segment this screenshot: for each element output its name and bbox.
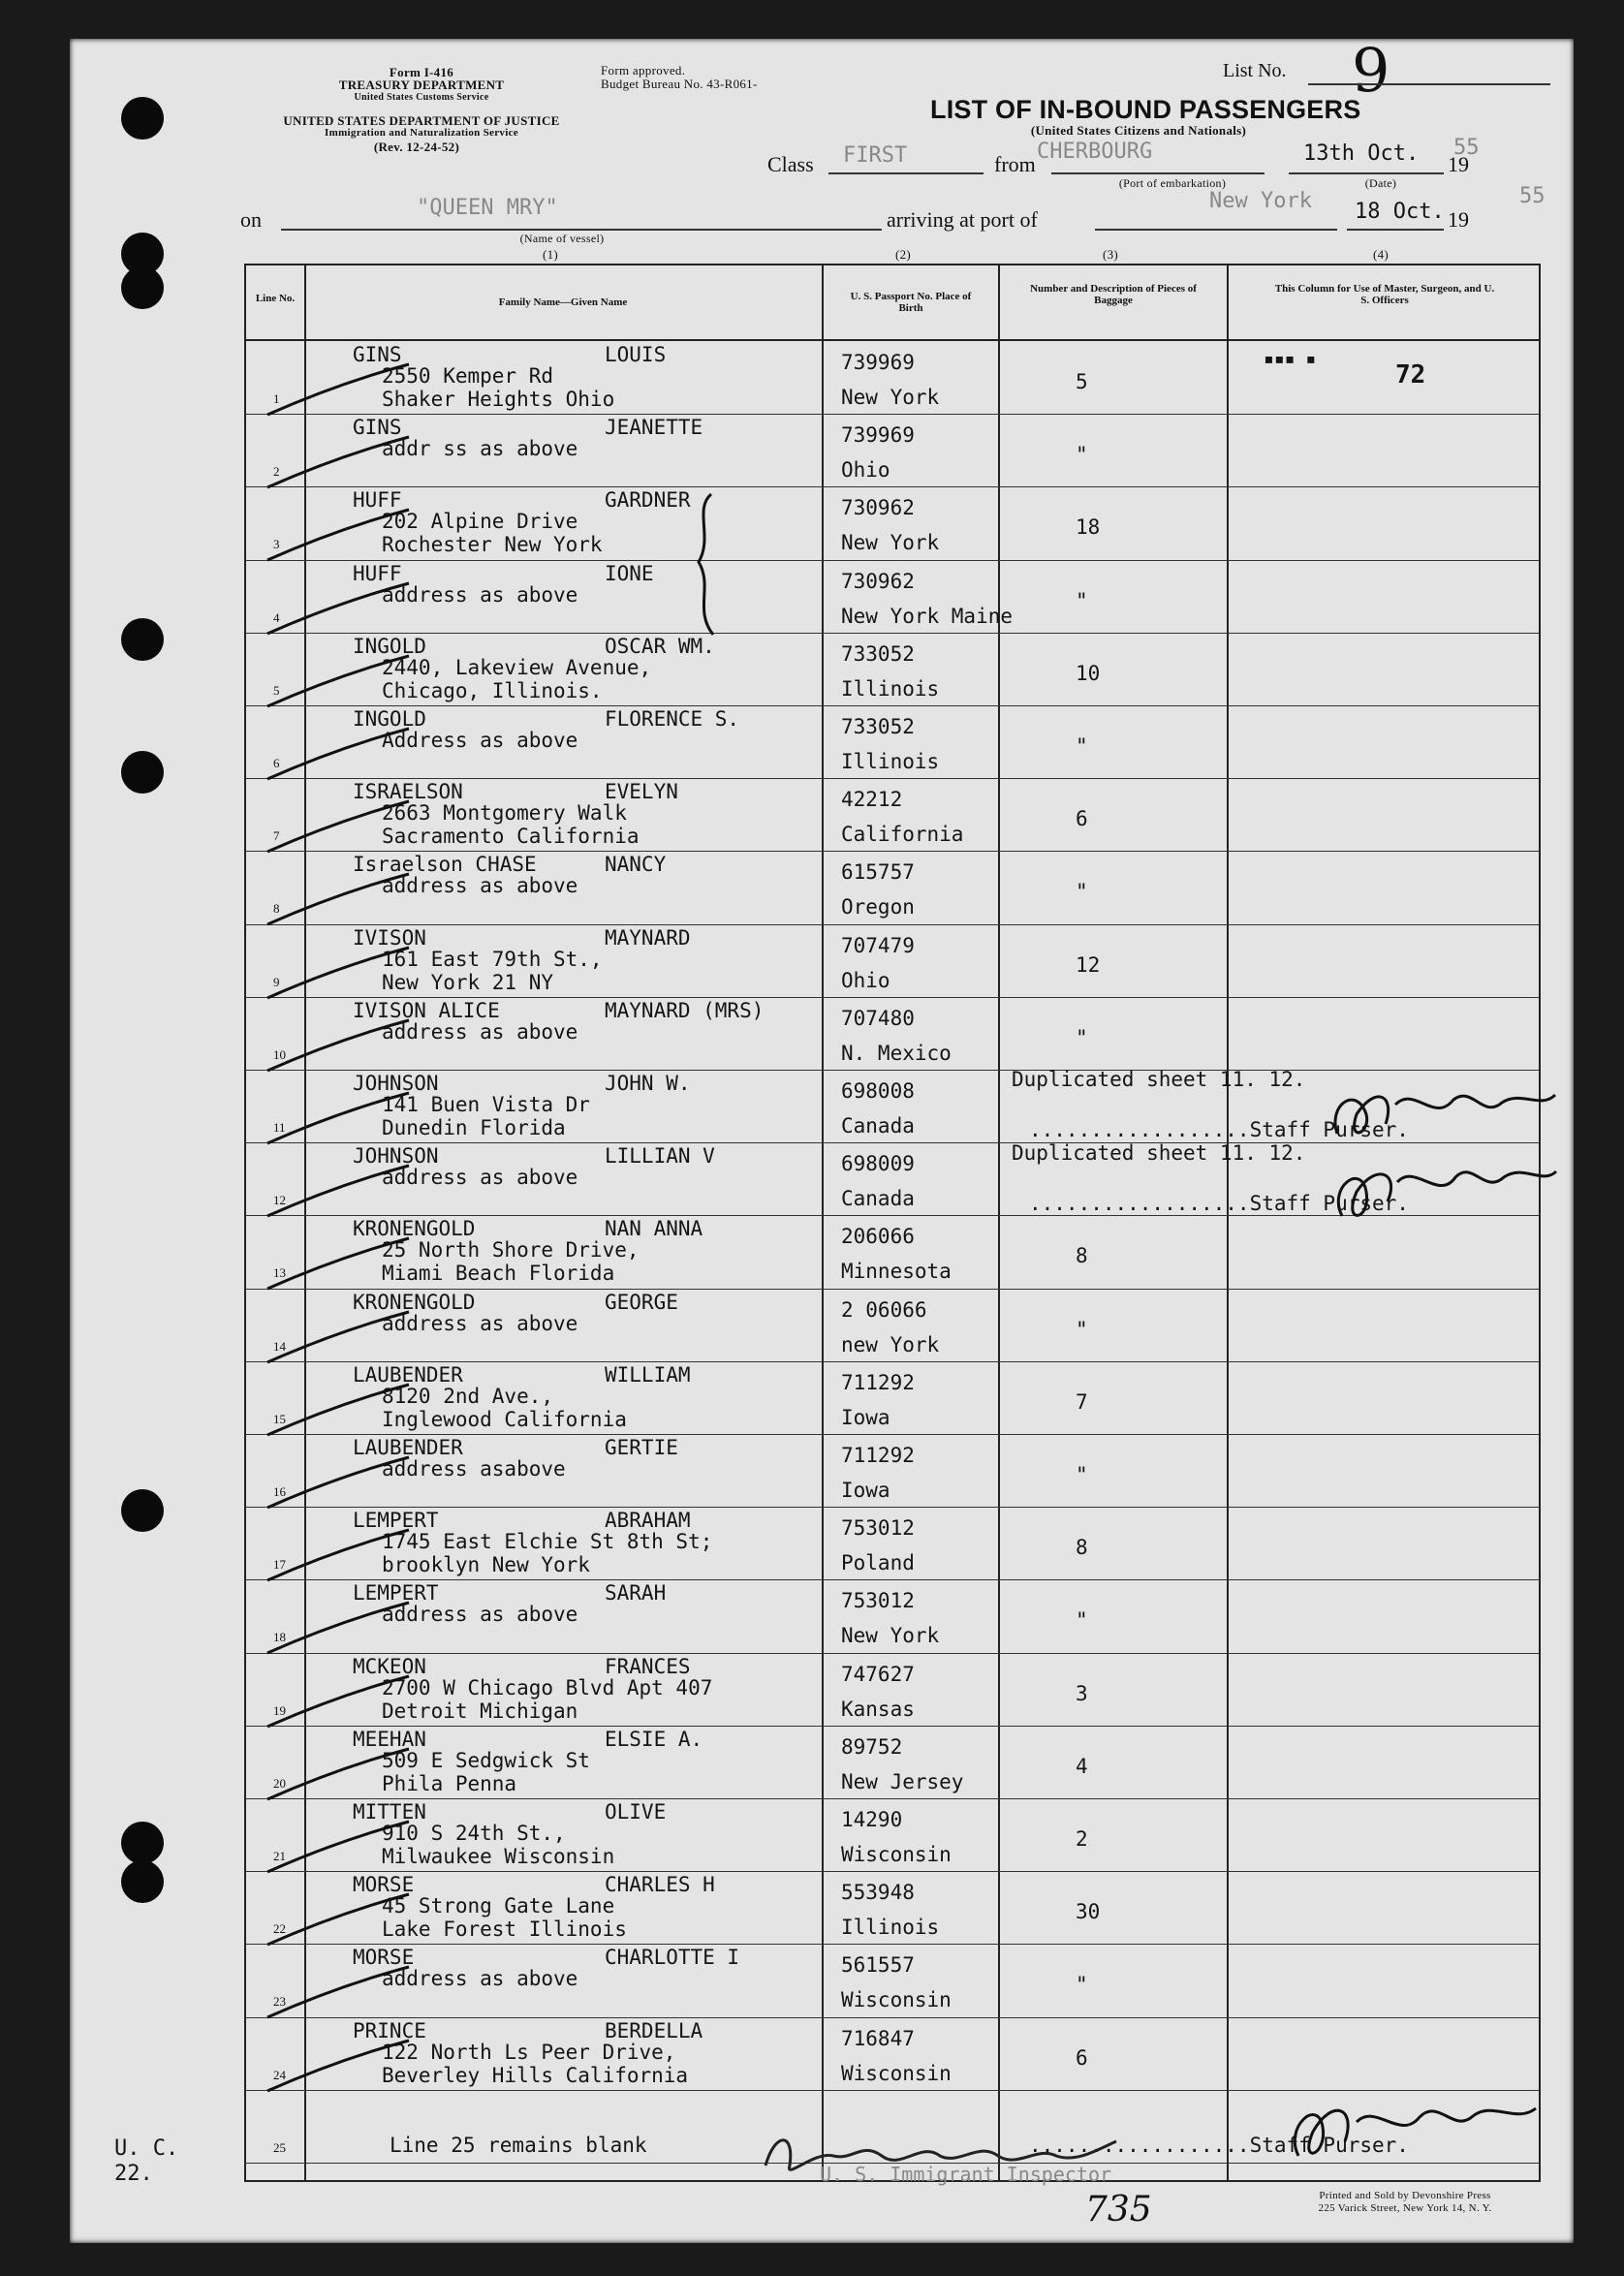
table-row xyxy=(246,1653,1539,1726)
place-of-birth: N. Mexico xyxy=(841,1041,952,1065)
address-line-2: Rochester New York xyxy=(382,533,603,557)
customs-service: United States Customs Service xyxy=(354,92,489,103)
line25-blank-note: Line 25 remains blank xyxy=(390,2134,647,2157)
address-line-1: address as above xyxy=(382,1967,578,1991)
check-mark xyxy=(264,652,419,710)
address-line-2: brooklyn New York xyxy=(382,1553,590,1577)
passport-number: 730962 xyxy=(841,496,915,520)
list-number: 9 xyxy=(1352,35,1390,106)
date1-value: 13th Oct. xyxy=(1303,141,1420,166)
check-mark xyxy=(264,1162,419,1220)
check-mark xyxy=(264,506,419,564)
place-of-birth: Iowa xyxy=(841,1479,890,1502)
table-row xyxy=(246,997,1539,1070)
given-name: IONE xyxy=(605,561,654,585)
given-name: NANCY xyxy=(605,853,667,877)
date2-line xyxy=(1347,229,1444,231)
baggage-count: 18 xyxy=(1076,515,1101,540)
baggage-count: 10 xyxy=(1076,661,1101,685)
line-number: 17 xyxy=(273,1557,286,1573)
given-name: OLIVE xyxy=(605,1800,667,1824)
col4-num: (4) xyxy=(1372,247,1390,262)
place-of-birth: New York xyxy=(841,1624,940,1648)
family-name: MCKEON xyxy=(353,1654,426,1678)
year1-prefix: 19 xyxy=(1448,152,1469,176)
class-value: FIRST xyxy=(843,143,908,168)
given-name: SARAH xyxy=(605,1581,667,1606)
vessel-line xyxy=(281,229,882,231)
list-number-line xyxy=(1308,83,1550,85)
check-mark xyxy=(264,1016,419,1075)
address-line-1: address as above xyxy=(382,874,578,898)
family-name: IVISON xyxy=(353,925,426,950)
check-mark xyxy=(264,1599,419,1657)
family-name: LEMPERT xyxy=(353,1509,439,1533)
line-number: 24 xyxy=(273,2067,286,2082)
header-officers: This Column for Use of Master, Surgeon, and U. S. Officers xyxy=(1274,283,1495,306)
address-line-1: address as above xyxy=(382,1311,578,1335)
given-name: CHARLES H xyxy=(605,1873,715,1897)
address-line-1: 910 S 24th St., xyxy=(382,1822,566,1845)
family-name: KRONENGOLD xyxy=(353,1290,476,1314)
table-row xyxy=(246,1871,1539,1944)
check-mark xyxy=(264,1308,419,1366)
place-of-birth: Iowa xyxy=(841,1405,890,1429)
baggage-count: " xyxy=(1076,1317,1088,1341)
line-number: 10 xyxy=(273,1046,286,1062)
address-line-2: Phila Penna xyxy=(382,1771,517,1795)
given-name: MAYNARD (MRS) xyxy=(605,998,765,1022)
family-name: GINS xyxy=(353,343,402,366)
line-number: 11 xyxy=(273,1120,286,1135)
passport-number: 716847 xyxy=(841,2026,915,2050)
table-row xyxy=(246,1579,1539,1652)
on-label: on xyxy=(240,207,262,232)
check-mark xyxy=(264,433,419,491)
printer-line-1: Printed and Sold by Devonshire Press xyxy=(1319,2190,1491,2201)
port-embarkation-label: (Port of embarkation) xyxy=(1118,176,1227,190)
inspector-label: U. S. Immigrant Inspector xyxy=(820,2163,1112,2186)
place-of-birth: Illinois xyxy=(841,750,940,773)
address-line-1: 25 North Shore Drive, xyxy=(382,1238,640,1263)
family-name: IVISON ALICE xyxy=(353,998,500,1022)
address-line-1: addr ss as above xyxy=(382,437,578,461)
check-mark xyxy=(264,870,419,928)
line-number: 7 xyxy=(273,828,280,844)
table-row xyxy=(246,560,1539,633)
table-row xyxy=(246,1434,1539,1507)
place-of-birth: Poland xyxy=(841,1551,915,1575)
arrival-line xyxy=(1095,229,1337,231)
form-approved: Form approved. xyxy=(601,63,686,78)
given-name: MAYNARD xyxy=(605,925,691,950)
place-of-birth: California xyxy=(841,823,964,847)
passport-number: 698008 xyxy=(841,1079,915,1103)
baggage-count: 8 xyxy=(1076,1244,1088,1268)
staff-purser-12: ..................Staff Purser. xyxy=(1029,1192,1409,1215)
check-mark xyxy=(264,1089,419,1147)
year2-prefix: 19 xyxy=(1448,207,1469,232)
address-line-2: Shaker Heights Ohio xyxy=(382,388,615,411)
family-name: JOHNSON xyxy=(353,1072,439,1095)
place-of-birth: New York xyxy=(841,531,940,555)
baggage-count: 12 xyxy=(1076,952,1101,977)
family-name: INGOLD xyxy=(353,707,426,731)
table-row xyxy=(246,414,1539,486)
place-of-birth: Minnesota xyxy=(841,1260,952,1284)
address-line-1: 161 East 79th St., xyxy=(382,947,603,971)
family-name: LAUBENDER xyxy=(353,1436,463,1459)
place-of-birth: New Jersey xyxy=(841,1769,964,1793)
given-name: EVELYN xyxy=(605,780,678,804)
officer-note: 72 xyxy=(1395,360,1426,390)
address-line-1: 2663 Montgomery Walk xyxy=(382,801,627,826)
year2-value: 55 xyxy=(1519,184,1546,208)
given-name: JOHN W. xyxy=(605,1072,691,1095)
check-mark xyxy=(264,360,419,419)
vessel-name: "QUEEN MRY" xyxy=(417,196,558,220)
line-number: 4 xyxy=(273,609,280,625)
line-number: 15 xyxy=(273,1411,286,1426)
place-of-birth: Canada xyxy=(841,1114,915,1138)
baggage-count: " xyxy=(1076,1463,1088,1486)
check-mark xyxy=(264,1381,419,1439)
given-name: FRANCES xyxy=(605,1654,691,1678)
passport-number: 711292 xyxy=(841,1444,915,1467)
family-name: JOHNSON xyxy=(353,1144,439,1169)
baggage-count: " xyxy=(1076,1973,1088,1997)
family-name: ISRAELSON xyxy=(353,780,463,804)
address-line-2: Beverley Hills California xyxy=(382,2063,689,2087)
table-row xyxy=(246,924,1539,997)
date1-line xyxy=(1289,172,1444,174)
check-mark xyxy=(264,2037,419,2095)
passport-number: 747627 xyxy=(841,1662,915,1686)
given-name: GERTIE xyxy=(605,1436,678,1459)
line-number: 23 xyxy=(273,1994,286,2010)
given-name: BERDELLA xyxy=(605,2018,703,2042)
passport-number: 42212 xyxy=(841,788,903,812)
place-of-birth: Wisconsin xyxy=(841,2061,952,2085)
place-of-birth: Ohio xyxy=(841,458,890,483)
address-line-2: Detroit Michigan xyxy=(382,1699,578,1723)
header-passport: U. S. Passport No. Place of Birth xyxy=(850,291,972,314)
address-line-1: address asabove xyxy=(382,1457,566,1481)
form-number: Form I-416 xyxy=(389,65,454,79)
punch-hole xyxy=(121,1489,164,1532)
header-name: Family Name—Given Name xyxy=(498,296,628,308)
place-of-birth: Illinois xyxy=(841,676,940,701)
passport-number: 733052 xyxy=(841,715,915,738)
passport-number: 739969 xyxy=(841,351,915,374)
baggage-count: 5 xyxy=(1076,370,1088,393)
passport-number: 753012 xyxy=(841,1589,915,1613)
line-number: 20 xyxy=(273,1775,286,1791)
address-line-1: address as above xyxy=(382,1166,578,1190)
address-line-1: 2550 Kemper Rd xyxy=(382,364,554,388)
header-line-no: Line No. xyxy=(255,293,296,304)
form-subtitle: (United States Citizens and Nationals) xyxy=(1030,123,1247,138)
budget-bureau: Budget Bureau No. 43-R061- xyxy=(601,77,758,91)
baggage-count: 30 xyxy=(1076,1900,1101,1924)
baggage-count: " xyxy=(1076,443,1088,467)
baggage-count: 8 xyxy=(1076,1536,1088,1560)
table-row xyxy=(246,1798,1539,1871)
given-name: ABRAHAM xyxy=(605,1509,691,1533)
address-line-1: 1745 East Elchie St 8th St; xyxy=(382,1530,713,1554)
table-row xyxy=(246,1944,1539,2016)
passport-number: 561557 xyxy=(841,1953,915,1978)
baggage-count: " xyxy=(1076,734,1088,758)
table-row xyxy=(246,486,1539,559)
family-name: MITTEN xyxy=(353,1800,426,1824)
purser-signature-bottom xyxy=(1269,2083,1541,2170)
vessel-name-label: (Name of vessel) xyxy=(519,232,605,245)
check-mark xyxy=(264,1745,419,1803)
address-line-1: address as above xyxy=(382,582,578,607)
address-line-1: 141 Buen Vista Dr xyxy=(382,1093,590,1116)
check-mark xyxy=(264,579,419,638)
bottom-staff-purser: ..................Staff Purser. xyxy=(1029,2134,1409,2157)
address-line-1: 8120 2nd Ave., xyxy=(382,1384,554,1408)
passport-number: 711292 xyxy=(841,1370,915,1394)
dup-note-12: Duplicated sheet 11. 12. xyxy=(1012,1141,1306,1165)
baggage-count: 6 xyxy=(1076,807,1088,831)
huff-bracket-mark xyxy=(684,489,723,639)
punch-hole xyxy=(121,1822,164,1864)
table-row xyxy=(246,1361,1539,1434)
line-number: 9 xyxy=(273,974,280,989)
punch-hole xyxy=(121,618,164,661)
line-number: 3 xyxy=(273,537,280,552)
check-mark xyxy=(264,725,419,783)
family-name: INGOLD xyxy=(353,634,426,658)
given-name: NAN ANNA xyxy=(605,1217,703,1241)
address-line-1: 202 Alpine Drive xyxy=(382,510,578,534)
punch-hole xyxy=(121,751,164,794)
passport-number: 707480 xyxy=(841,1006,915,1030)
table-row xyxy=(246,2017,1539,2090)
place-of-birth: New York Maine xyxy=(841,604,1014,628)
given-name: LILLIAN V xyxy=(605,1144,715,1169)
passport-number: 730962 xyxy=(841,569,915,593)
purser-signature-12 xyxy=(1318,1148,1560,1235)
address-line-2: Sacramento California xyxy=(382,825,640,849)
baggage-count: " xyxy=(1076,588,1088,612)
check-mark xyxy=(264,1526,419,1584)
given-name: LOUIS xyxy=(605,343,667,366)
given-name: CHARLOTTE I xyxy=(605,1946,740,1970)
passport-number: 739969 xyxy=(841,423,915,448)
given-name: GARDNER xyxy=(605,488,691,513)
given-name: WILLIAM xyxy=(605,1362,691,1387)
line-number: 14 xyxy=(273,1338,286,1354)
table-row xyxy=(246,1726,1539,1798)
baggage-count: " xyxy=(1076,880,1088,904)
class-line xyxy=(828,172,984,174)
passport-number: 615757 xyxy=(841,860,915,885)
table-row xyxy=(246,778,1539,851)
address-line-1: 45 Strong Gate Lane xyxy=(382,1894,615,1918)
bottom-staff-purser-label: Staff Purser. xyxy=(1249,2134,1409,2157)
passport-number: 707479 xyxy=(841,933,915,957)
line-number: 13 xyxy=(273,1265,286,1281)
table-row xyxy=(246,851,1539,923)
arrival-port: New York xyxy=(1209,189,1312,213)
date-label: (Date) xyxy=(1364,176,1397,190)
address-line-1: 2700 W Chicago Blvd Apt 407 xyxy=(382,1675,713,1699)
col2-num: (2) xyxy=(894,247,912,262)
line-number: 6 xyxy=(273,756,280,770)
ins-service: Immigration and Naturalization Service xyxy=(325,127,518,139)
passport-number: 698009 xyxy=(841,1152,915,1176)
justice-dept: UNITED STATES DEPARTMENT OF JUSTICE xyxy=(283,113,560,128)
place-of-birth: Canada xyxy=(841,1187,915,1211)
line-number: 19 xyxy=(273,1702,286,1718)
punch-hole xyxy=(121,97,164,140)
baggage-count: 6 xyxy=(1076,2045,1088,2070)
place-of-birth: New York xyxy=(841,386,940,409)
year1-value: 55 xyxy=(1453,136,1480,160)
family-name: MEEHAN xyxy=(353,1727,426,1751)
from-line xyxy=(1051,172,1265,174)
baggage-count: " xyxy=(1076,1608,1088,1633)
address-line-1: 122 North Ls Peer Drive, xyxy=(382,2040,676,2064)
class-label: Class xyxy=(767,152,814,176)
form-title: LIST OF IN-BOUND PASSENGERS xyxy=(930,95,1361,124)
line-number: 21 xyxy=(273,1849,286,1863)
line-number: 12 xyxy=(273,1193,286,1208)
passport-number: 733052 xyxy=(841,641,915,666)
family-name: MORSE xyxy=(353,1946,415,1970)
address-line-2: Milwaukee Wisconsin xyxy=(382,1845,615,1868)
place-of-birth: Ohio xyxy=(841,968,890,992)
place-of-birth: Oregon xyxy=(841,895,915,920)
place-of-birth: Wisconsin xyxy=(841,1988,952,2012)
address-line-1: Address as above xyxy=(382,729,578,752)
list-number-label: List No. xyxy=(1223,60,1287,81)
passport-number: 89752 xyxy=(841,1734,903,1759)
baggage-count: 4 xyxy=(1076,1754,1088,1778)
address-line-1: address as above xyxy=(382,1603,578,1627)
address-line-1: address as above xyxy=(382,1019,578,1044)
table-row xyxy=(246,1289,1539,1361)
address-line-1: 509 E Sedgwick St xyxy=(382,1748,590,1772)
staff-purser-11: ..................Staff Purser. xyxy=(1029,1118,1409,1141)
family-name: HUFF xyxy=(353,488,402,513)
address-line-2: Inglewood California xyxy=(382,1407,627,1431)
family-name: LEMPERT xyxy=(353,1581,439,1606)
table-row xyxy=(246,1507,1539,1579)
dup-note-11: Duplicated sheet 11. 12. xyxy=(1012,1068,1306,1091)
address-line-2: Chicago, Illinois. xyxy=(382,678,603,702)
given-name: GEORGE xyxy=(605,1290,678,1314)
header-baggage: Number and Description of Pieces of Baggage xyxy=(1030,283,1197,306)
arriving-label: arriving at port of xyxy=(887,207,1038,232)
staff-purser-11-label: Staff Purser. xyxy=(1249,1118,1409,1141)
line-number: 22 xyxy=(273,1921,286,1937)
check-mark xyxy=(264,1234,419,1293)
col3-num: (3) xyxy=(1102,247,1119,262)
baggage-count: 7 xyxy=(1076,1389,1088,1414)
family-name: LAUBENDER xyxy=(353,1362,463,1387)
baggage-count: 2 xyxy=(1076,1827,1088,1851)
date2-value: 18 Oct. xyxy=(1355,200,1445,224)
revision: (Rev. 12-24-52) xyxy=(373,140,460,154)
address-line-2: Dunedin Florida xyxy=(382,1116,566,1139)
given-name: OSCAR WM. xyxy=(605,634,715,658)
place-of-birth: Kansas xyxy=(841,1697,915,1721)
check-mark xyxy=(264,797,419,856)
check-mark xyxy=(264,1672,419,1730)
address-line-2: New York 21 NY xyxy=(382,970,554,994)
table-row xyxy=(246,341,1539,414)
place-of-birth: Illinois xyxy=(841,1916,940,1940)
passport-number: 2 06066 xyxy=(841,1297,927,1322)
treasury-dept: TREASURY DEPARTMENT xyxy=(338,78,505,92)
officer-redaction-mark: ▪▪▪ ▪ xyxy=(1264,349,1317,369)
stamp-number: 735 xyxy=(1085,2190,1152,2229)
printer-line-2: 225 Varick Street, New York 14, N. Y. xyxy=(1318,2202,1492,2214)
given-name: FLORENCE S. xyxy=(605,707,740,731)
staff-purser-12-label: Staff Purser. xyxy=(1249,1192,1409,1215)
check-mark xyxy=(264,1818,419,1876)
line-number: 8 xyxy=(273,901,280,917)
baggage-count: 3 xyxy=(1076,1681,1088,1705)
line-number: 16 xyxy=(273,1484,286,1499)
passport-number: 14290 xyxy=(841,1808,903,1831)
check-mark xyxy=(264,1890,419,1949)
family-name: Israelson CHASE xyxy=(353,853,537,877)
given-name: ELSIE A. xyxy=(605,1727,703,1751)
address-line-1: 2440, Lakeview Avenue, xyxy=(382,655,652,679)
line-number: 5 xyxy=(273,682,280,698)
family-name: HUFF xyxy=(353,561,402,585)
from-label: from xyxy=(994,152,1036,176)
family-name: MORSE xyxy=(353,1873,415,1897)
place-of-birth: new York xyxy=(841,1332,940,1356)
place-of-birth: Wisconsin xyxy=(841,1843,952,1866)
given-name: JEANETTE xyxy=(605,416,703,440)
family-name: KRONENGOLD xyxy=(353,1217,476,1241)
table-row xyxy=(246,705,1539,778)
line-number: 18 xyxy=(273,1630,286,1645)
purser-signature-11 xyxy=(1318,1076,1560,1153)
line-number: 2 xyxy=(273,464,280,480)
address-line-2: Miami Beach Florida xyxy=(382,1262,615,1286)
passport-number: 553948 xyxy=(841,1881,915,1905)
line-number: 1 xyxy=(273,391,280,406)
family-name: GINS xyxy=(353,416,402,440)
col1-num: (1) xyxy=(542,247,559,262)
check-mark xyxy=(264,944,419,1002)
passport-number: 753012 xyxy=(841,1516,915,1541)
left-margin-code: U. C. 22. xyxy=(114,2136,179,2186)
table-row xyxy=(246,633,1539,705)
from-value: CHERBOURG xyxy=(1037,140,1153,164)
punch-hole xyxy=(121,1860,164,1903)
passport-number: 206066 xyxy=(841,1225,915,1249)
line-number: 25 xyxy=(273,2139,286,2155)
check-mark xyxy=(264,1453,419,1512)
punch-hole xyxy=(121,266,164,309)
check-mark xyxy=(264,1963,419,2021)
address-line-2: Lake Forest Illinois xyxy=(382,1917,627,1942)
family-name: PRINCE xyxy=(353,2018,426,2042)
baggage-count: " xyxy=(1076,1025,1088,1049)
